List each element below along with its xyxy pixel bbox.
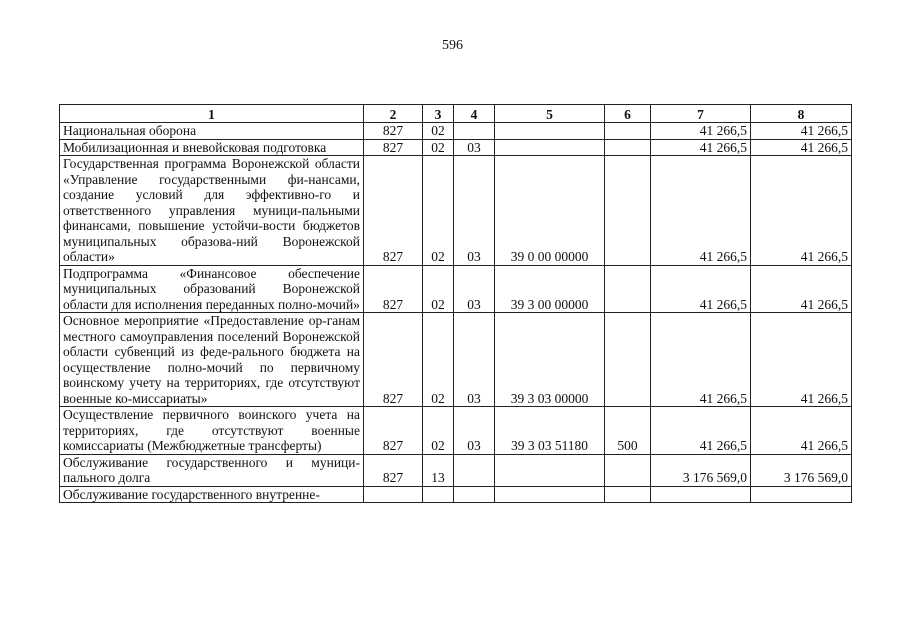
header-row [60,105,852,123]
header-cell: 6 [605,105,651,123]
cell-code-3: 02 [423,123,454,140]
cell-amount-7: 41 266,5 [651,265,751,313]
cell-code-2: 827 [364,313,423,407]
cell-code-2 [364,486,423,503]
cell-code-5 [495,123,605,140]
table-row [60,486,852,503]
cell-code-3: 13 [423,454,454,486]
cell-code-4: 03 [454,139,495,156]
header-cell: 7 [651,105,751,123]
cell-code-4: 03 [454,265,495,313]
table-row [60,123,852,140]
header-cell: 4 [454,105,495,123]
cell-code-6 [605,265,651,313]
cell-code-5: 39 3 00 00000 [495,265,605,313]
cell-code-3: 02 [423,156,454,266]
table-row [60,454,852,486]
cell-code-4 [454,486,495,503]
cell-code-4 [454,454,495,486]
row-name: Государственная программа Воронежской области «Управление государственными фи-нансами, создание условий для эффективно-го и ответственного управления муници-пальными финансами, повышение устойчи-вости бюджетов муниципальных образова-ний Воронежской области» [60,156,364,266]
cell-amount-7: 41 266,5 [651,156,751,266]
cell-code-2: 827 [364,139,423,156]
budget-table [59,104,852,503]
table-row [60,265,852,313]
row-name: Обслуживание государственного внутренне- [60,486,364,503]
cell-code-6: 500 [605,407,651,455]
cell-code-5: 39 3 03 51180 [495,407,605,455]
cell-code-6 [605,156,651,266]
row-name: Национальная оборона [60,123,364,140]
cell-amount-7: 41 266,5 [651,313,751,407]
cell-code-4: 03 [454,313,495,407]
cell-code-5: 39 0 00 00000 [495,156,605,266]
cell-amount-8: 41 266,5 [751,265,852,313]
table-row [60,407,852,455]
table-row [60,156,852,266]
cell-amount-7: 41 266,5 [651,139,751,156]
cell-code-3 [423,486,454,503]
row-name: Осуществление первичного воинского учета на территориях, где отсутствуют военные комиссариаты (Межбюджетные трансферты) [60,407,364,455]
cell-code-4: 03 [454,156,495,266]
cell-amount-8: 41 266,5 [751,123,852,140]
cell-code-6 [605,139,651,156]
cell-code-4 [454,123,495,140]
table-row [60,313,852,407]
row-name: Основное мероприятие «Предоставление ор-ганам местного самоуправления поселений Воронежской области субвенций из феде-рального бюджета на осуществление полно-мочий по первичному воинскому учету на территориях, где отсутствуют военные ко-миссариаты» [60,313,364,407]
table-row [60,139,852,156]
cell-code-4: 03 [454,407,495,455]
cell-code-5 [495,139,605,156]
cell-code-2: 827 [364,265,423,313]
cell-amount-7: 41 266,5 [651,123,751,140]
cell-code-3: 02 [423,407,454,455]
cell-code-6 [605,454,651,486]
cell-code-2: 827 [364,123,423,140]
cell-amount-7: 3 176 569,0 [651,454,751,486]
cell-code-5 [495,486,605,503]
cell-amount-8: 41 266,5 [751,407,852,455]
cell-code-3: 02 [423,265,454,313]
cell-amount-8: 41 266,5 [751,156,852,266]
cell-code-6 [605,486,651,503]
header-cell: 5 [495,105,605,123]
cell-code-2: 827 [364,156,423,266]
cell-code-2: 827 [364,407,423,455]
cell-amount-8: 3 176 569,0 [751,454,852,486]
cell-amount-7 [651,486,751,503]
cell-code-2: 827 [364,454,423,486]
cell-amount-8: 41 266,5 [751,139,852,156]
row-name: Подпрограмма «Финансовое обеспечение муниципальных образований Воронежской области для исполнения переданных полно-мочий» [60,265,364,313]
cell-code-5 [495,454,605,486]
cell-amount-8 [751,486,852,503]
cell-code-3: 02 [423,139,454,156]
cell-amount-7: 41 266,5 [651,407,751,455]
row-name: Обслуживание государственного и муници-пального долга [60,454,364,486]
cell-code-5: 39 3 03 00000 [495,313,605,407]
header-cell: 2 [364,105,423,123]
cell-code-3: 02 [423,313,454,407]
page-number: 596 [442,38,463,53]
row-name: Мобилизационная и вневойсковая подготовка [60,139,364,156]
header-cell: 3 [423,105,454,123]
header-cell: 1 [60,105,364,123]
cell-code-6 [605,313,651,407]
header-cell: 8 [751,105,852,123]
cell-code-6 [605,123,651,140]
cell-amount-8: 41 266,5 [751,313,852,407]
